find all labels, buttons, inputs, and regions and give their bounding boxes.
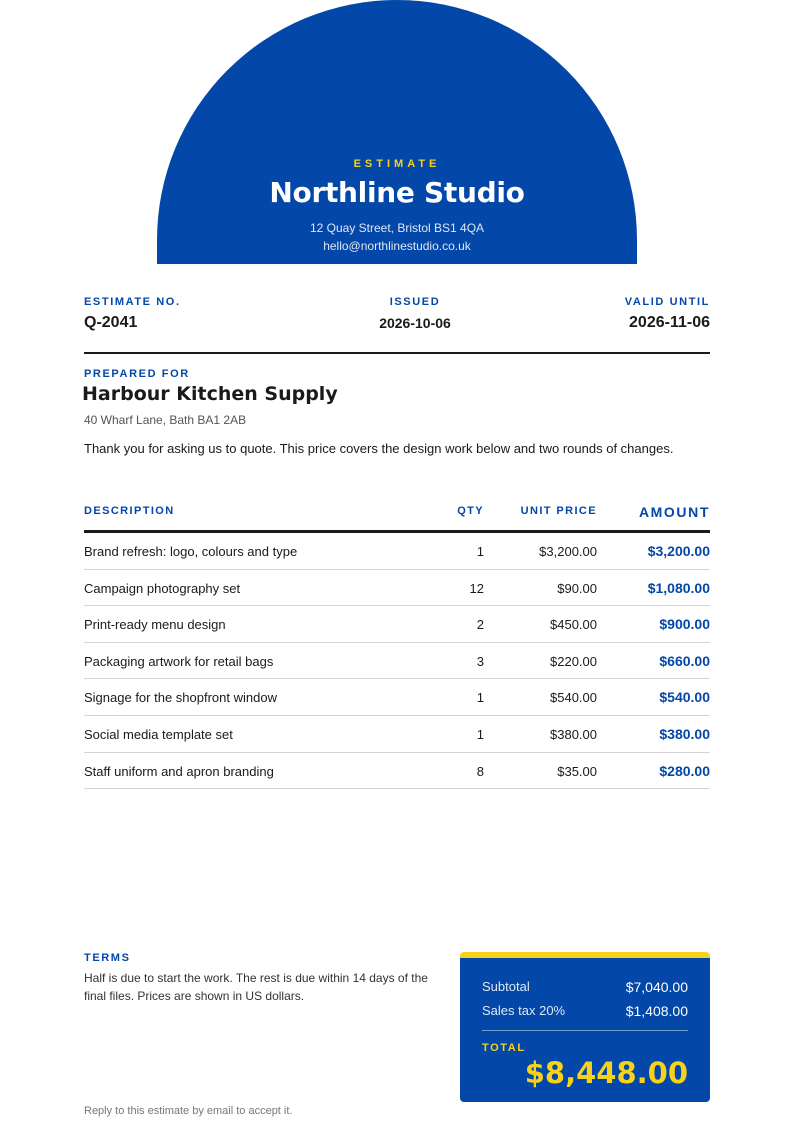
row-qty: 1: [476, 544, 484, 559]
row-description: Campaign photography set: [84, 580, 241, 596]
studio-address: 12 Quay Street, Bristol BS1 4QA: [309, 221, 485, 235]
table-row: [84, 753, 710, 790]
row-qty: 12: [469, 580, 484, 596]
tax-label: Sales tax 20%: [482, 1003, 566, 1018]
total-value: $8,448.00: [524, 1056, 688, 1090]
row-amount: $900.00: [659, 616, 710, 633]
studio-name: Northline Studio: [269, 176, 525, 209]
row-amount: $3,200.00: [647, 543, 710, 559]
line-items-table: [84, 496, 710, 789]
row-unit-price: $90.00: [557, 580, 597, 596]
header-banner: [157, 0, 637, 264]
row-description: Signage for the shopfront window: [84, 690, 277, 706]
header-unit-price: UNIT PRICE: [520, 505, 597, 517]
tax-value: $1,408.00: [625, 1003, 688, 1019]
row-qty: 8: [476, 763, 484, 779]
issued-date: 2026-10-06: [379, 315, 451, 331]
row-amount: $1,080.00: [647, 579, 710, 596]
subtotal-value: $7,040.00: [625, 979, 688, 995]
header-qty: QTY: [457, 505, 484, 517]
total-label: TOTAL: [482, 1042, 526, 1054]
studio-email[interactable]: hello@northlinestudio.co.uk: [323, 239, 471, 253]
valid-until-label: VALID UNTIL: [624, 296, 710, 308]
client-address: 40 Wharf Lane, Bath BA1 2AB: [84, 413, 247, 427]
table-row: [84, 679, 710, 716]
row-unit-price: $380.00: [550, 726, 597, 742]
totals-divider: [482, 1030, 688, 1031]
estimate-number-label: ESTIMATE NO.: [84, 296, 181, 308]
issued-label: ISSUED: [389, 296, 441, 308]
document-type-label: ESTIMATE: [353, 158, 441, 170]
row-qty: 3: [476, 653, 484, 669]
row-unit-price: $220.00: [550, 653, 597, 669]
row-amount: $540.00: [659, 689, 710, 706]
row-qty: 2: [476, 617, 484, 633]
row-amount: $660.00: [659, 652, 710, 669]
row-unit-price: $3,200.00: [539, 544, 597, 559]
table-row: [84, 643, 710, 680]
valid-until-date: 2026-11-06: [629, 314, 710, 331]
row-unit-price: $540.00: [550, 690, 597, 706]
table-row: [84, 570, 710, 607]
terms-label: TERMS: [84, 952, 131, 964]
row-description: Brand refresh: logo, colours and type: [84, 544, 298, 559]
table-header: [84, 496, 710, 533]
table-row: [84, 606, 710, 643]
row-amount: $280.00: [659, 762, 710, 779]
intro-text: Thank you for asking us to quote. This price covers the design work below and two rounds of changes.: [84, 441, 674, 456]
row-amount: $380.00: [659, 725, 710, 742]
client-name: Harbour Kitchen Supply: [82, 383, 338, 405]
row-unit-price: $35.00: [557, 763, 597, 779]
row-description: Staff uniform and apron branding: [84, 763, 274, 779]
row-qty: 1: [476, 726, 484, 742]
table-row: [84, 533, 710, 570]
header-amount: AMOUNT: [638, 504, 710, 520]
table-row: [84, 716, 710, 753]
row-description: Packaging artwork for retail bags: [84, 653, 274, 669]
issued-block: [330, 296, 500, 331]
valid-until-block: [625, 296, 710, 332]
estimate-number: Q-2041: [84, 314, 138, 331]
row-description: Social media template set: [84, 726, 233, 742]
row-unit-price: $450.00: [550, 617, 597, 633]
row-qty: 1: [476, 690, 484, 706]
totals-panel: [460, 952, 710, 1102]
estimate-number-block: [84, 296, 181, 332]
subtotal-label: Subtotal: [482, 979, 530, 994]
acceptance-note: Reply to this estimate by email to accept it.: [84, 1105, 293, 1117]
row-description: Print-ready menu design: [84, 617, 226, 633]
header-description: DESCRIPTION: [84, 505, 175, 517]
divider: [84, 352, 710, 354]
terms-text: Half is due to start the work. The rest is due within 14 days of the final files. Prices are shown in US dollars.: [84, 971, 428, 1003]
prepared-for-label: PREPARED FOR: [84, 368, 190, 380]
